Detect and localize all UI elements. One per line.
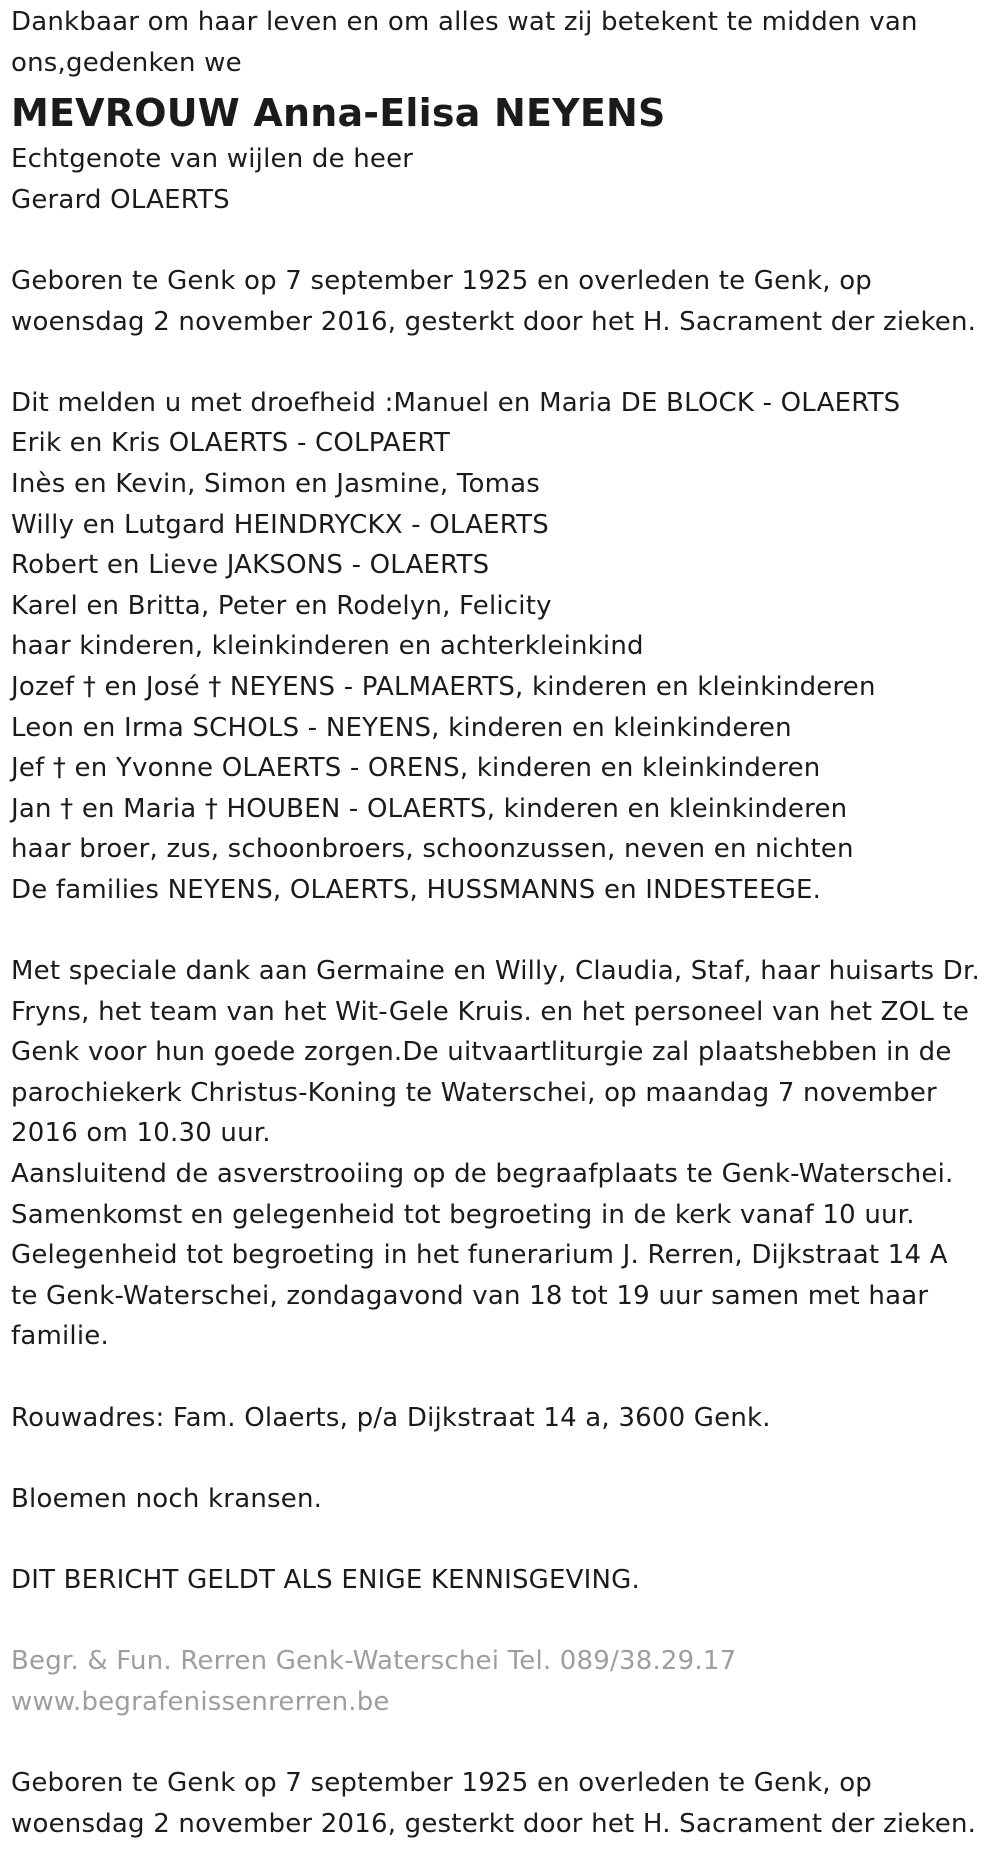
spacer — [11, 1601, 1000, 1642]
intro-line: Dankbaar om haar leven en om alles wat zij betekent te midden van — [11, 7, 918, 37]
family-text: en Maria — [73, 793, 205, 824]
cross-icon: † — [82, 671, 97, 702]
thanks-line: familie. — [11, 1321, 109, 1352]
thanks-line: Fryns, het team van het Wit-Gele Kruis. en het personeel van het ZOL te — [11, 996, 970, 1027]
family-line: De families NEYENS, OLAERTS, HUSSMANNS en INDESTEEGE. — [11, 874, 822, 905]
family-line: haar kinderen, kleinkinderen en achterkleinkind — [11, 631, 644, 662]
birth-death-line: woensdag 2 november 2016, gesterkt door het H. Sacrament der zieken. — [11, 306, 977, 337]
thanks-line: Aansluitend de asverstrooiing op de begraafplaats te Genk-Waterschei. — [11, 1159, 954, 1190]
spacer — [11, 1357, 1000, 1398]
cross-icon: † — [52, 753, 67, 784]
thanks-line: parochiekerk Christus-Koning te Waterschei, op maandag 7 november — [11, 1077, 937, 1108]
thanks-line: Met speciale dank aan Germaine en Willy, Claudia, Staf, haar huisarts Dr. — [11, 956, 980, 987]
spacer — [11, 1722, 1000, 1763]
family-text: NEYENS - PALMAERTS, kinderen en kleinkinderen — [221, 671, 876, 702]
family-line: Dit melden u met droefheid :Manuel en Maria DE BLOCK - OLAERTS — [11, 387, 901, 418]
family-text: HOUBEN - OLAERTS, kinderen en kleinkinderen — [218, 793, 848, 824]
family-line — [11, 748, 1000, 789]
family-text: Jozef — [11, 671, 83, 702]
thanks-line: 2016 om 10.30 uur. — [11, 1118, 271, 1149]
spacer — [11, 910, 1000, 951]
family-line — [11, 667, 1000, 708]
family-text: en Yvonne OLAERTS - ORENS, kinderen en kleinkinderen — [66, 753, 821, 784]
birth-death-line: Geboren te Genk op 7 september 1925 en overleden te Genk, op — [11, 265, 872, 296]
funeral-home-website: www.begrafenissenrerren.be — [11, 1686, 390, 1717]
spacer — [11, 1519, 1000, 1560]
cross-icon: † — [204, 793, 219, 824]
family-line: Willy en Lutgard HEINDRYCKX - OLAERTS — [11, 509, 549, 540]
spacer — [11, 220, 1000, 261]
cross-icon: † — [60, 793, 74, 824]
family-line: haar broer, zus, schoonbroers, schoonzussen, neven en nichten — [11, 834, 854, 865]
spouse-line: Echtgenote van wijlen de heer — [11, 144, 414, 175]
thanks-line: Gelegenheid tot begroeting in het funerarium J. Rerren, Dijkstraat 14 A — [11, 1240, 948, 1271]
mourning-address: Rouwadres: Fam. Olaerts, p/a Dijkstraat 14 a, 3600 Genk. — [11, 1402, 771, 1433]
thanks-line: Samenkomst en gelegenheid tot begroeting in de kerk vanaf 10 uur. — [11, 1199, 915, 1230]
notice-line: DIT BERICHT GELDT ALS ENIGE KENNISGEVING. — [11, 1564, 640, 1595]
deceased-name: MEVROUW Anna-Elisa NEYENS — [11, 91, 666, 136]
family-line: Karel en Britta, Peter en Rodelyn, Felicity — [11, 590, 552, 621]
family-line: Robert en Lieve JAKSONS - OLAERTS — [11, 550, 490, 581]
thanks-line: te Genk-Waterschei, zondagavond van 18 tot 19 uur samen met haar — [11, 1280, 929, 1311]
family-line: Erik en Kris OLAERTS - COLPAERT — [11, 428, 450, 459]
family-text: en José — [96, 671, 209, 702]
spacer — [11, 1438, 1000, 1479]
family-line: Inès en Kevin, Simon en Jasmine, Tomas — [11, 468, 540, 499]
family-text: Jef — [11, 753, 53, 784]
spouse-line: Gerard OLAERTS — [11, 184, 230, 215]
cross-icon: † — [208, 671, 222, 702]
family-line: Leon en Irma SCHOLS - NEYENS, kinderen en kleinkinderen — [11, 712, 792, 743]
flowers-note: Bloemen noch kransen. — [11, 1483, 323, 1514]
family-text: Jan — [11, 793, 61, 824]
thanks-line: Genk voor hun goede zorgen.De uitvaartliturgie zal plaatshebben in de — [11, 1037, 952, 1068]
footer-line: woensdag 2 november 2016, gesterkt door het H. Sacrament der zieken. — [11, 1808, 977, 1839]
intro-line: ons,gedenken we — [11, 47, 242, 78]
spacer — [11, 342, 1000, 383]
footer-line: Geboren te Genk op 7 september 1925 en overleden te Genk, op — [11, 1767, 872, 1798]
family-line — [11, 789, 1000, 830]
funeral-home-contact: Begr. & Fun. Rerren Genk-Waterschei Tel. 089/38.29.17 — [11, 1646, 737, 1677]
